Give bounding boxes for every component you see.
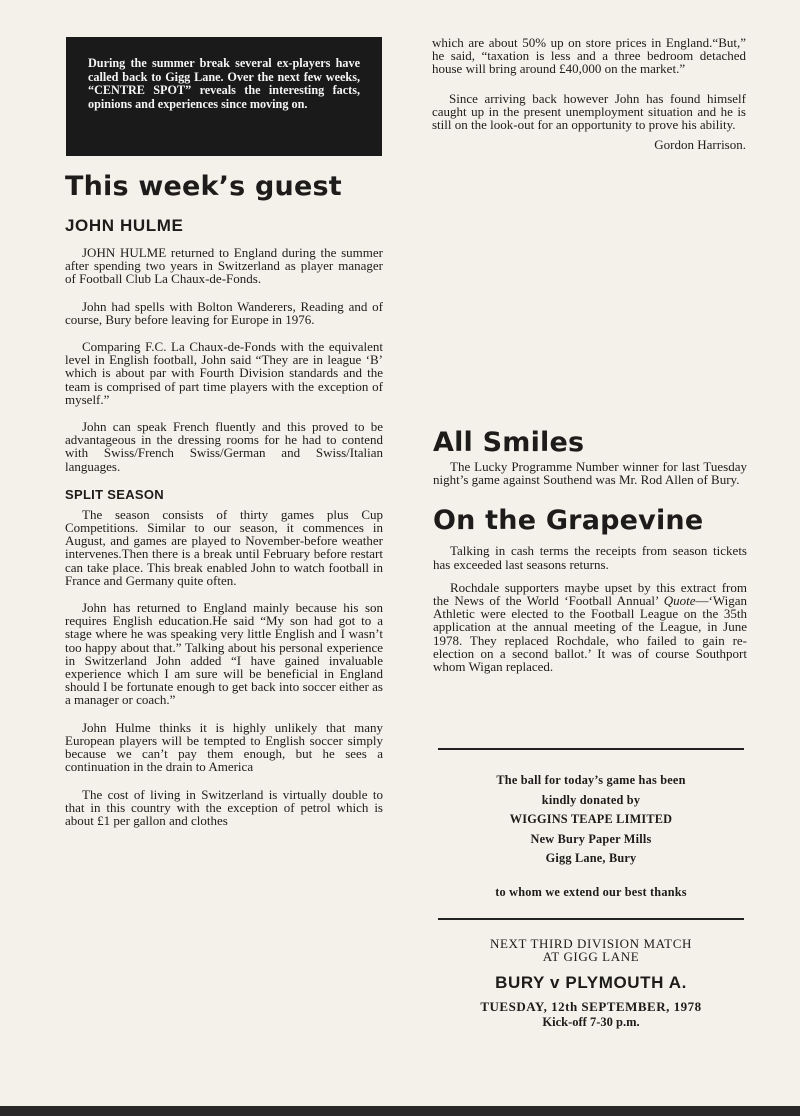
split-paragraph: The season consists of thirty games plus Cup Competitions. Similar to our season, it commences in August, and games are played to November-before weather intervenes.Then there is a break until February before restart can take place. This break enabled John to watch football in France and Germany quite often.	[65, 506, 383, 588]
next-match-line: NEXT THIRD DIVISION MATCH	[490, 936, 692, 951]
guest-continued	[432, 36, 746, 153]
next-match-date: TUESDAY, 12th SEPTEMBER, 1978	[480, 999, 702, 1014]
guest-paragraph: Comparing F.C. La Chaux-de-Fonds with the equivalent level in English football, John said “They are in league ‘B’ which is about par with Fourth Division standards and the team is comprised of part time players with the exception of myself.”	[65, 339, 383, 407]
guest-heading: This week’s guest	[65, 171, 342, 202]
ball-notice-line: Gigg Lane, Bury	[545, 851, 637, 865]
divider-rule	[438, 748, 744, 750]
grapevine-paragraph: Talking in cash terms the receipts from season tickets has exceeded last seasons returns.	[433, 543, 747, 572]
divider-rule	[438, 918, 744, 920]
author-signature: Gordon Harrison.	[654, 137, 746, 153]
intro-text: During the summer break several ex-players have called back to Gigg Lane. Over the next few weeks, “CENTRE SPOT” reveals the interesting facts, opinions and experiences since moving on.	[88, 56, 360, 111]
next-match-teams: BURY v PLYMOUTH A.	[495, 973, 687, 992]
split-season-heading: SPLIT SEASON	[65, 486, 164, 502]
continued-paragraph: which are about 50% up on store prices in England.“But,” he said, “taxation is less and a three bedroom detached house will bring around £40,000 on the market.”	[432, 35, 746, 77]
ball-notice-line: The ball for today’s game has been	[496, 773, 686, 787]
ball-notice-line: New Bury Paper Mills	[530, 831, 652, 846]
grapevine-paragraph: Rochdale supporters maybe upset by this extract from the News of the World ‘Football Annual’ Quote—‘Wigan Athletic were elected to the Football League on the 35th application at the annual meeting of the League, in June 1978. They replaced Rochdale, who failed to gain re-election on a second ballot.’ It was of course Southport whom Wigan replaced.	[433, 579, 747, 675]
split-paragraph: The cost of living in Switzerland is virtually double to that in this country with the exception of petrol which is about £1 per gallon and clothes	[65, 786, 383, 828]
split-paragraph: John has returned to England mainly because his son requires English education.He said “My son had got to a stage where he was speaking very little English and I wasn’t too happy about that.” Talking about his personal experience in Switzerland John added “I have gained invaluable experience which I am sure will be beneficial in England should I be fortunate enough to get back into soccer either as a manager or coach.”	[65, 600, 383, 708]
intro-box	[66, 37, 382, 156]
all-smiles-text: The Lucky Programme Number winner for last Tuesday night’s game against Southend was Mr. Rod Allen of Bury.	[433, 459, 747, 488]
ball-notice-thanks: to whom we extend our best thanks	[495, 884, 687, 899]
guest-paragraph: JOHN HULME returned to England during the summer after spending two years in Switzerland as player manager of Football Club La Chaux-de-Fonds.	[65, 245, 383, 287]
split-paragraph: John Hulme thinks it is highly unlikely that many European players will be tempted to English soccer simply because we can’t pay them enough, but he sees a continuation in the drain to America	[65, 719, 383, 775]
ball-notice	[438, 771, 744, 902]
next-match-kickoff: Kick-off 7-30 p.m.	[542, 1015, 640, 1029]
guest-name: JOHN HULME	[65, 216, 184, 235]
ball-notice-line: kindly donated by	[541, 792, 641, 807]
guest-paragraph: John had spells with Bolton Wanderers, Reading and of course, Bury before leaving for Europe in 1976.	[65, 298, 383, 327]
next-match-venue: AT GIGG LANE	[542, 949, 640, 964]
next-match-notice	[438, 937, 744, 1030]
grapevine-heading: On the Grapevine	[433, 505, 704, 537]
page-edge-shadow	[0, 1106, 800, 1116]
news-column	[433, 426, 747, 687]
continued-paragraph: Since arriving back however John has found himself caught up in the present unemployment situation and he is still on the look-out for an opportunity to prove his ability.	[432, 90, 746, 133]
ball-notice-line: WIGGINS TEAPE LIMITED	[509, 812, 673, 826]
guest-column	[65, 170, 383, 841]
guest-paragraph: John can speak French fluently and this proved to be advantageous in the dressing rooms for he had to contend with Swiss/French Swiss/German and Swiss/Italian languages.	[65, 419, 383, 474]
all-smiles-heading: All Smiles	[433, 427, 585, 458]
